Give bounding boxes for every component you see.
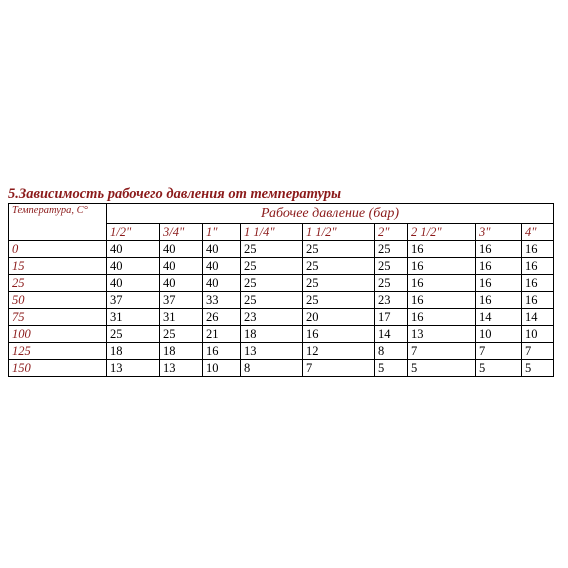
- pressure-value-cell: 5: [375, 360, 408, 377]
- pressure-value-cell: 16: [408, 241, 476, 258]
- pressure-value-cell: 16: [408, 309, 476, 326]
- pressure-value-cell: 16: [522, 258, 554, 275]
- size-header-cell: 4": [522, 224, 554, 241]
- pressure-value-cell: 23: [375, 292, 408, 309]
- size-header-cell: 1 1/2": [303, 224, 375, 241]
- table-row: [9, 360, 554, 377]
- pressure-value-cell: 12: [303, 343, 375, 360]
- pressure-value-cell: 33: [203, 292, 241, 309]
- pressure-value-cell: 40: [107, 258, 160, 275]
- pressure-value-cell: 17: [375, 309, 408, 326]
- pressure-value-cell: 16: [408, 292, 476, 309]
- table-body: [9, 204, 554, 377]
- size-header-cell: 1": [203, 224, 241, 241]
- temperature-cell: 25: [9, 275, 107, 292]
- pressure-value-cell: 13: [241, 343, 303, 360]
- pressure-value-cell: 25: [160, 326, 203, 343]
- pressure-value-cell: 10: [522, 326, 554, 343]
- pressure-value-cell: 16: [476, 241, 522, 258]
- pressure-value-cell: 25: [303, 241, 375, 258]
- pressure-value-cell: 25: [303, 258, 375, 275]
- pressure-value-cell: 16: [476, 258, 522, 275]
- temperature-column-header: Температура, С°: [9, 204, 107, 241]
- pressure-value-cell: 7: [522, 343, 554, 360]
- pressure-value-cell: 16: [303, 326, 375, 343]
- pressure-value-cell: 25: [375, 241, 408, 258]
- table-row: [9, 343, 554, 360]
- pressure-value-cell: 26: [203, 309, 241, 326]
- pressure-value-cell: 5: [408, 360, 476, 377]
- pressure-value-cell: 13: [160, 360, 203, 377]
- pressure-value-cell: 18: [160, 343, 203, 360]
- pressure-value-cell: 14: [375, 326, 408, 343]
- size-header-cell: 1/2": [107, 224, 160, 241]
- table-row: [9, 309, 554, 326]
- section-heading: 5.Зависимость рабочего давления от температуры: [8, 186, 342, 202]
- pressure-value-cell: 5: [476, 360, 522, 377]
- pressure-value-cell: 7: [303, 360, 375, 377]
- pressure-value-cell: 13: [408, 326, 476, 343]
- table-row: [9, 258, 554, 275]
- pressure-value-cell: 18: [107, 343, 160, 360]
- pressure-value-cell: 7: [476, 343, 522, 360]
- temperature-cell: 125: [9, 343, 107, 360]
- pressure-value-cell: 25: [303, 275, 375, 292]
- pressure-value-cell: 8: [375, 343, 408, 360]
- pressure-value-cell: 16: [408, 258, 476, 275]
- pressure-value-cell: 13: [107, 360, 160, 377]
- pressure-value-cell: 16: [476, 292, 522, 309]
- pressure-value-cell: 37: [107, 292, 160, 309]
- pressure-value-cell: 21: [203, 326, 241, 343]
- pressure-value-cell: 25: [241, 292, 303, 309]
- temperature-cell: 0: [9, 241, 107, 258]
- pressure-value-cell: 40: [203, 241, 241, 258]
- pressure-value-cell: 40: [107, 275, 160, 292]
- pressure-value-cell: 16: [522, 292, 554, 309]
- size-header-cell: 3/4": [160, 224, 203, 241]
- temperature-cell: 100: [9, 326, 107, 343]
- pressure-value-cell: 25: [375, 275, 408, 292]
- size-header-cell: 1 1/4": [241, 224, 303, 241]
- pressure-value-cell: 16: [522, 275, 554, 292]
- temperature-cell: 15: [9, 258, 107, 275]
- document-section: [8, 186, 553, 377]
- pressure-value-cell: 40: [160, 258, 203, 275]
- pressure-value-cell: 5: [522, 360, 554, 377]
- pressure-group-header: Рабочее давление (бар): [107, 204, 554, 224]
- pressure-value-cell: 16: [476, 275, 522, 292]
- pressure-temperature-table: [8, 203, 554, 377]
- pressure-value-cell: 8: [241, 360, 303, 377]
- pressure-value-cell: 37: [160, 292, 203, 309]
- pressure-value-cell: 10: [476, 326, 522, 343]
- pressure-value-cell: 40: [203, 275, 241, 292]
- size-header-cell: 2": [375, 224, 408, 241]
- temperature-cell: 50: [9, 292, 107, 309]
- pressure-value-cell: 14: [476, 309, 522, 326]
- pressure-value-cell: 40: [160, 241, 203, 258]
- temperature-cell: 75: [9, 309, 107, 326]
- table-row: [9, 275, 554, 292]
- temperature-cell: 150: [9, 360, 107, 377]
- pressure-value-cell: 40: [203, 258, 241, 275]
- table-row: [9, 241, 554, 258]
- table-header-row: [9, 204, 554, 224]
- size-header-cell: 2 1/2": [408, 224, 476, 241]
- pressure-value-cell: 16: [522, 241, 554, 258]
- pressure-value-cell: 25: [241, 258, 303, 275]
- pressure-value-cell: 7: [408, 343, 476, 360]
- pressure-value-cell: 20: [303, 309, 375, 326]
- pressure-value-cell: 10: [203, 360, 241, 377]
- pressure-value-cell: 25: [241, 241, 303, 258]
- pressure-value-cell: 31: [160, 309, 203, 326]
- pressure-value-cell: 25: [241, 275, 303, 292]
- table-row: [9, 292, 554, 309]
- pressure-value-cell: 14: [522, 309, 554, 326]
- size-header-cell: 3": [476, 224, 522, 241]
- pressure-value-cell: 25: [303, 292, 375, 309]
- pressure-value-cell: 31: [107, 309, 160, 326]
- pressure-value-cell: 40: [160, 275, 203, 292]
- pressure-value-cell: 25: [107, 326, 160, 343]
- table-row: [9, 326, 554, 343]
- pressure-value-cell: 18: [241, 326, 303, 343]
- pressure-value-cell: 23: [241, 309, 303, 326]
- pressure-value-cell: 16: [203, 343, 241, 360]
- pressure-value-cell: 25: [375, 258, 408, 275]
- pressure-value-cell: 16: [408, 275, 476, 292]
- pressure-value-cell: 40: [107, 241, 160, 258]
